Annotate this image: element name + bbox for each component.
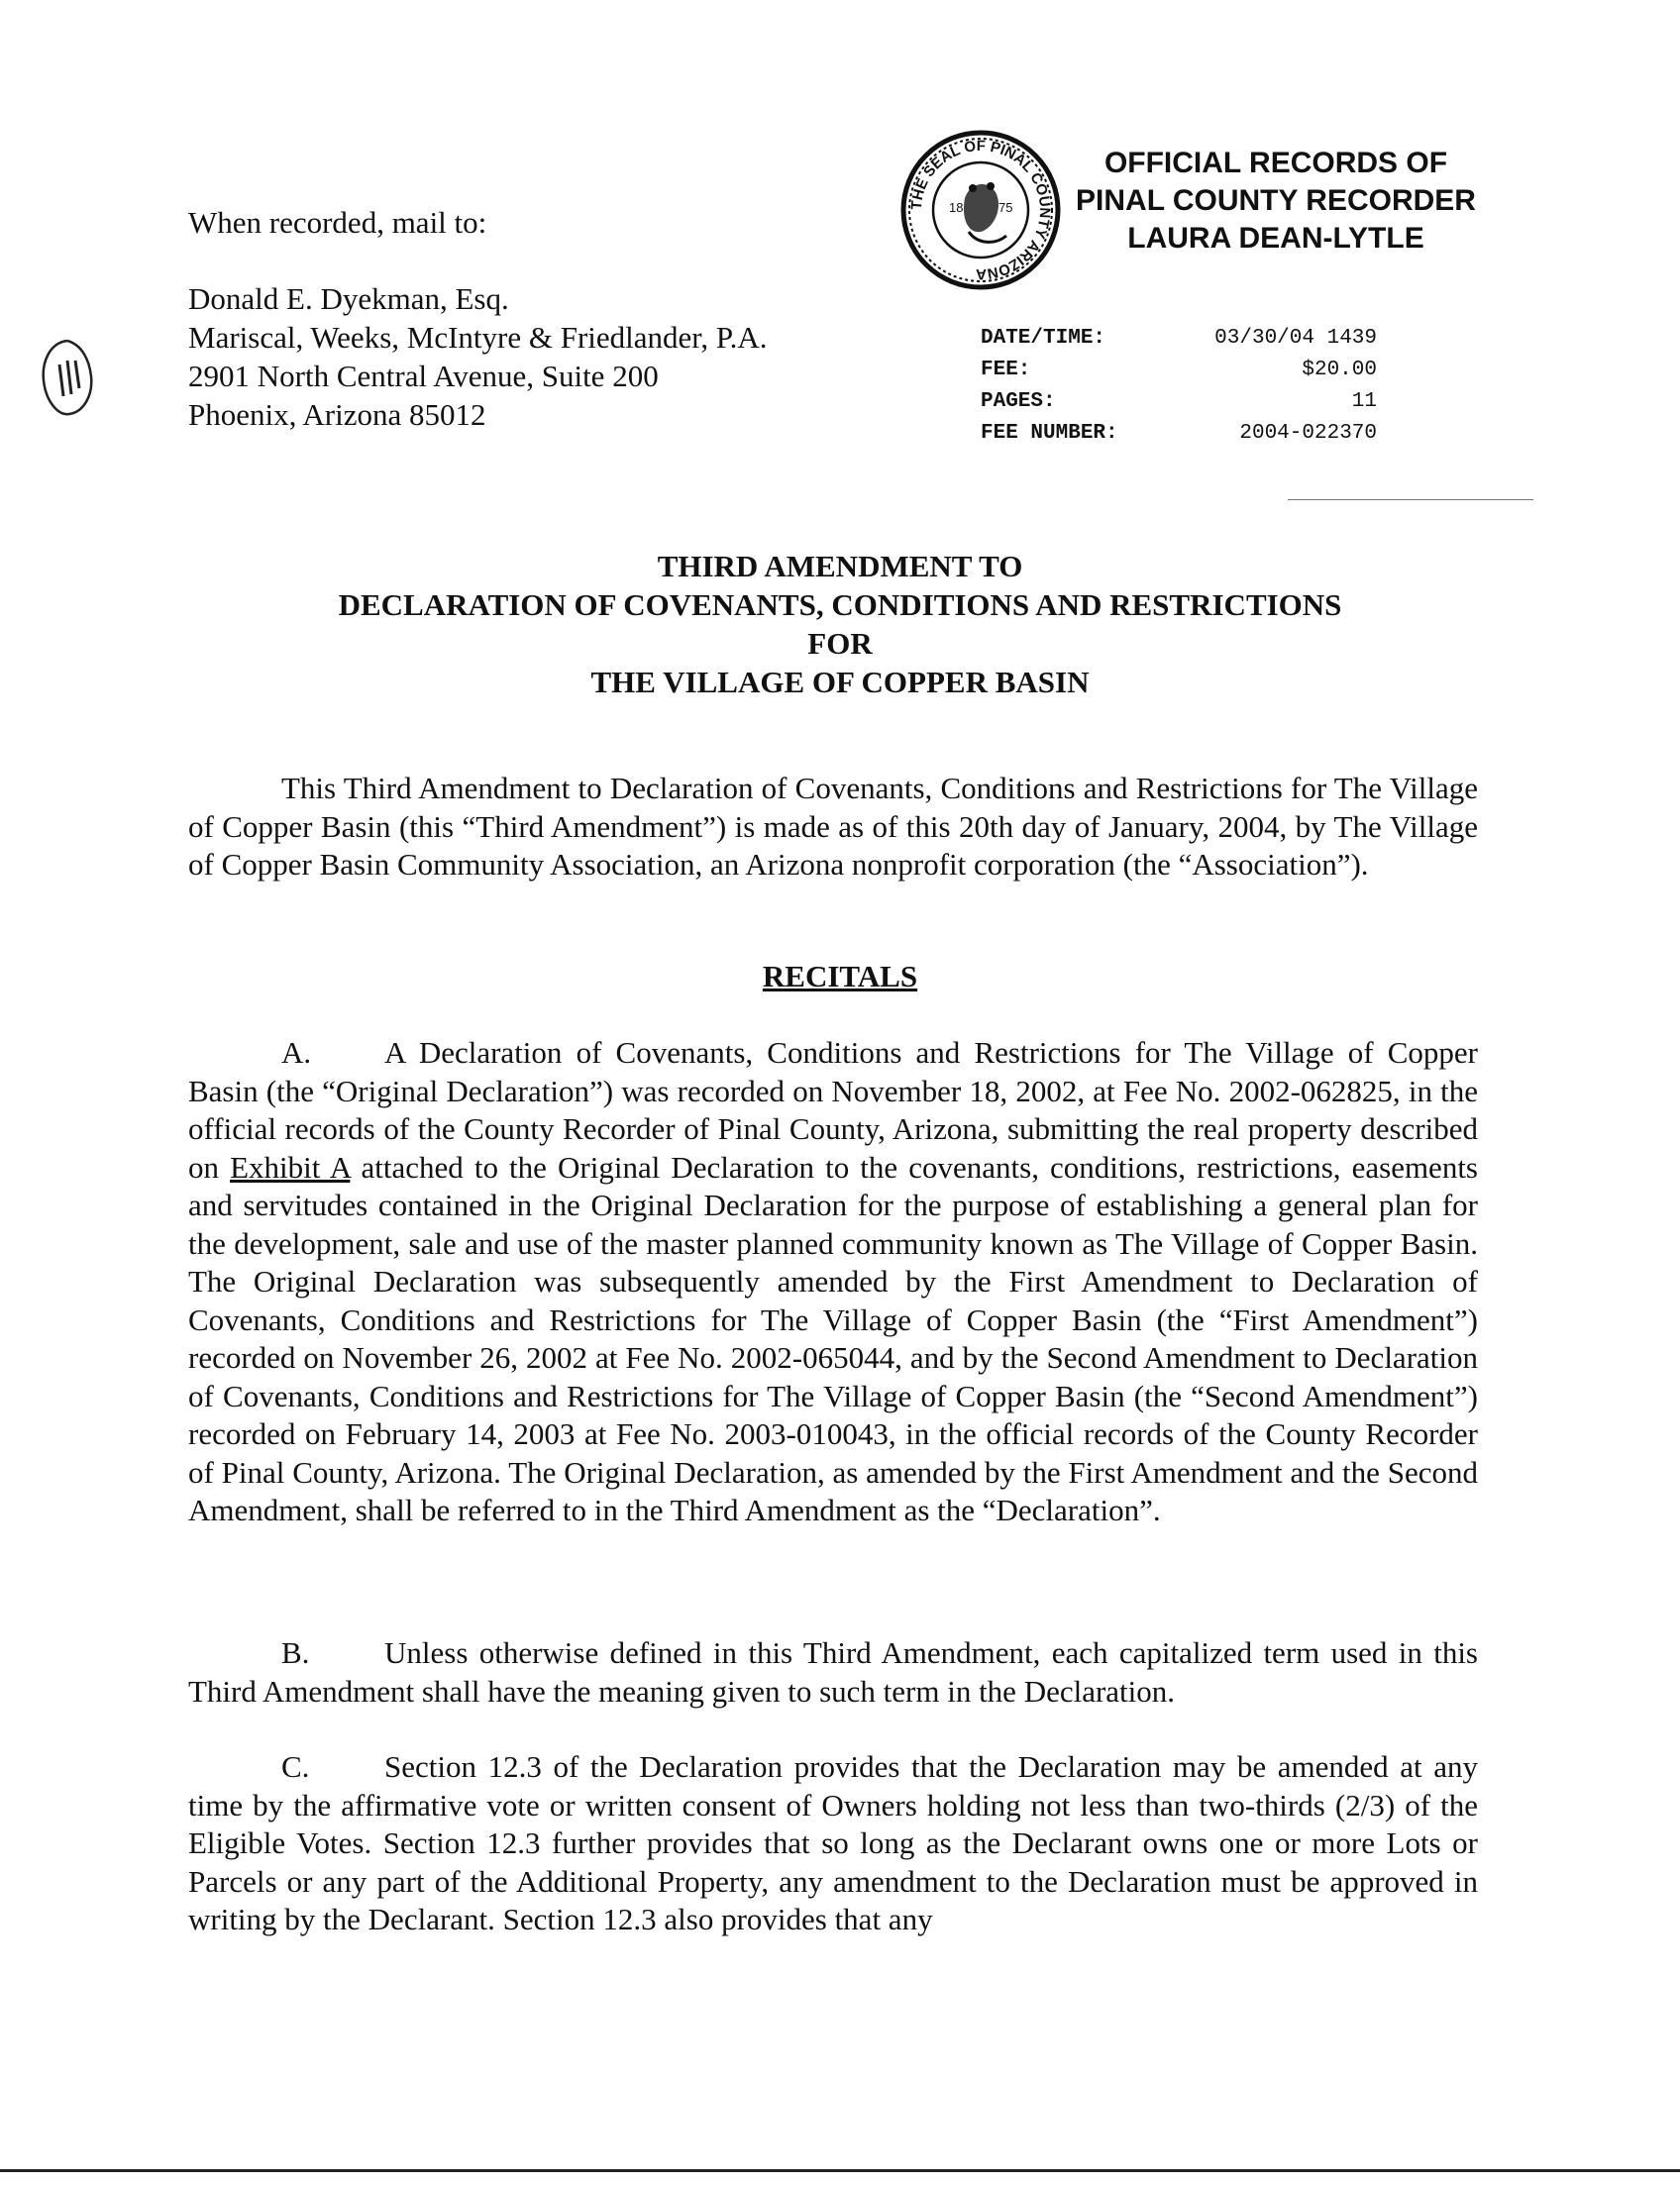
- recital-a: [188, 1034, 1478, 1530]
- address-line: 2901 North Central Avenue, Suite 200: [188, 359, 659, 393]
- recording-info: [981, 323, 1377, 450]
- recital-c: [188, 1748, 1478, 1939]
- meta-value: 03/30/04 1439: [1214, 327, 1377, 350]
- exhibit-a-reference: Exhibit A: [230, 1149, 351, 1185]
- recital-label: B.: [281, 1635, 310, 1670]
- meta-label: FEE:: [981, 359, 1031, 381]
- title-line-4: THE VILLAGE OF COPPER BASIN: [590, 665, 1090, 699]
- meta-label: DATE/TIME:: [981, 327, 1106, 350]
- meta-row-fee: [981, 355, 1377, 386]
- meta-value: 2004-022370: [1239, 422, 1377, 445]
- title-line-1: THIRD AMENDMENT TO: [657, 549, 1023, 583]
- recorder-line-1: OFFICIAL RECORDS OF: [1103, 147, 1448, 179]
- recital-a-text-2: attached to the Original Declaration to the covenants, conditions, restrictions, easements and servitudes contained in the Original Declaration for the purpose of establishing a general plan for the development, sale and use of the master planned community known as The Village of Copper Basin. The Original Declaration was subsequently amended by the First Amendment to Declaration of Covenants, Conditions and Restrictions for The Village of Copper Basin (the “First Amendment”) recorded on November 26, 2002 at Fee No. 2002-065044, and by the Second Amendment to Declaration of Covenants, Conditions and Restrictions for The Village of Copper Basin (the “Second Amendment”) recorded on February 14, 2003 at Fee No. 2003-010043, in the official records of the County Recorder of Pinal County, Arizona. The Original Declaration, as amended by the First Amendment and the Second Amendment, shall be referred to in the Third Amendment as the “Declaration”.: [188, 1149, 1478, 1527]
- recital-c-text: Section 12.3 of the Declaration provides that the Declaration may be amended at any time by the affirmative vote or written consent of Owners holding not less than two-thirds (2/3) of the Eligible Votes. Section 12.3 further provides that so long as the Declarant owns one or more Lots or Parcels or any part of the Additional Property, any amendment to the Declaration must be approved in writing by the Declarant. Section 12.3 also provides that any: [188, 1749, 1478, 1936]
- recorder-line-2: PINAL COUNTY RECORDER: [1076, 184, 1476, 217]
- seal-year-left: 18: [949, 200, 964, 215]
- recitals-heading-text: RECITALS: [762, 959, 918, 993]
- mail-to-label: When recorded, mail to:: [188, 205, 487, 240]
- meta-value: 11: [1351, 390, 1377, 413]
- document-title: [0, 547, 1680, 701]
- recital-a-text-1: A Declaration of Covenants, Conditions and Restrictions for The Village of Copper Basin (the “Original Declaration”) was recorded on November 18, 2002, at Fee No. 2002-062825, in the official records of the County Recorder of Pinal County, Arizona, submitting the real property described on: [188, 1035, 1478, 1185]
- title-line-3: FOR: [807, 626, 873, 661]
- address-line: Mariscal, Weeks, McIntyre & Friedlander, P.A.: [188, 320, 768, 355]
- address-line: Phoenix, Arizona 85012: [188, 397, 486, 432]
- meta-value: $20.00: [1302, 359, 1377, 381]
- return-address: [188, 279, 768, 434]
- meta-label: PAGES:: [981, 390, 1056, 413]
- seal-text: THE SEAL OF PINAL COUNTY ARIZONA: [907, 137, 1054, 283]
- recorder-heading: [1058, 145, 1494, 258]
- address-line: Donald E. Dyekman, Esq.: [188, 281, 509, 316]
- title-line-2: DECLARATION OF COVENANTS, CONDITIONS AND RESTRICTIONS: [338, 587, 1342, 622]
- seal-year-right: 75: [998, 200, 1013, 215]
- separator-line: [1288, 499, 1533, 500]
- intro-paragraph: This Third Amendment to Declaration of Covenants, Conditions and Restrictions for The Village of Copper Basin (this “Third Amendment”) is made as of this 20th day of January, 2004, by The Village of Copper Basin Community Association, an Arizona nonprofit corporation (the “Association”).: [188, 771, 1478, 882]
- recital-label: A.: [281, 1035, 312, 1070]
- recital-label: C.: [281, 1749, 310, 1784]
- recital-b: [188, 1634, 1478, 1711]
- meta-label: FEE NUMBER:: [981, 422, 1118, 445]
- handwritten-page-mark: [38, 337, 97, 420]
- recital-b-text: Unless otherwise defined in this Third Amendment, each capitalized term used in this Third Amendment shall have the meaning given to such term in the Declaration.: [188, 1635, 1478, 1709]
- recorder-line-3: LAURA DEAN-LYTLE: [1127, 222, 1424, 255]
- page-bottom-edge: [0, 2169, 1680, 2172]
- meta-row-date: [981, 323, 1377, 355]
- meta-row-pages: [981, 386, 1377, 418]
- meta-row-fee-number: [981, 418, 1377, 450]
- recitals-heading: [0, 959, 1680, 994]
- pinal-county-seal: [899, 129, 1062, 291]
